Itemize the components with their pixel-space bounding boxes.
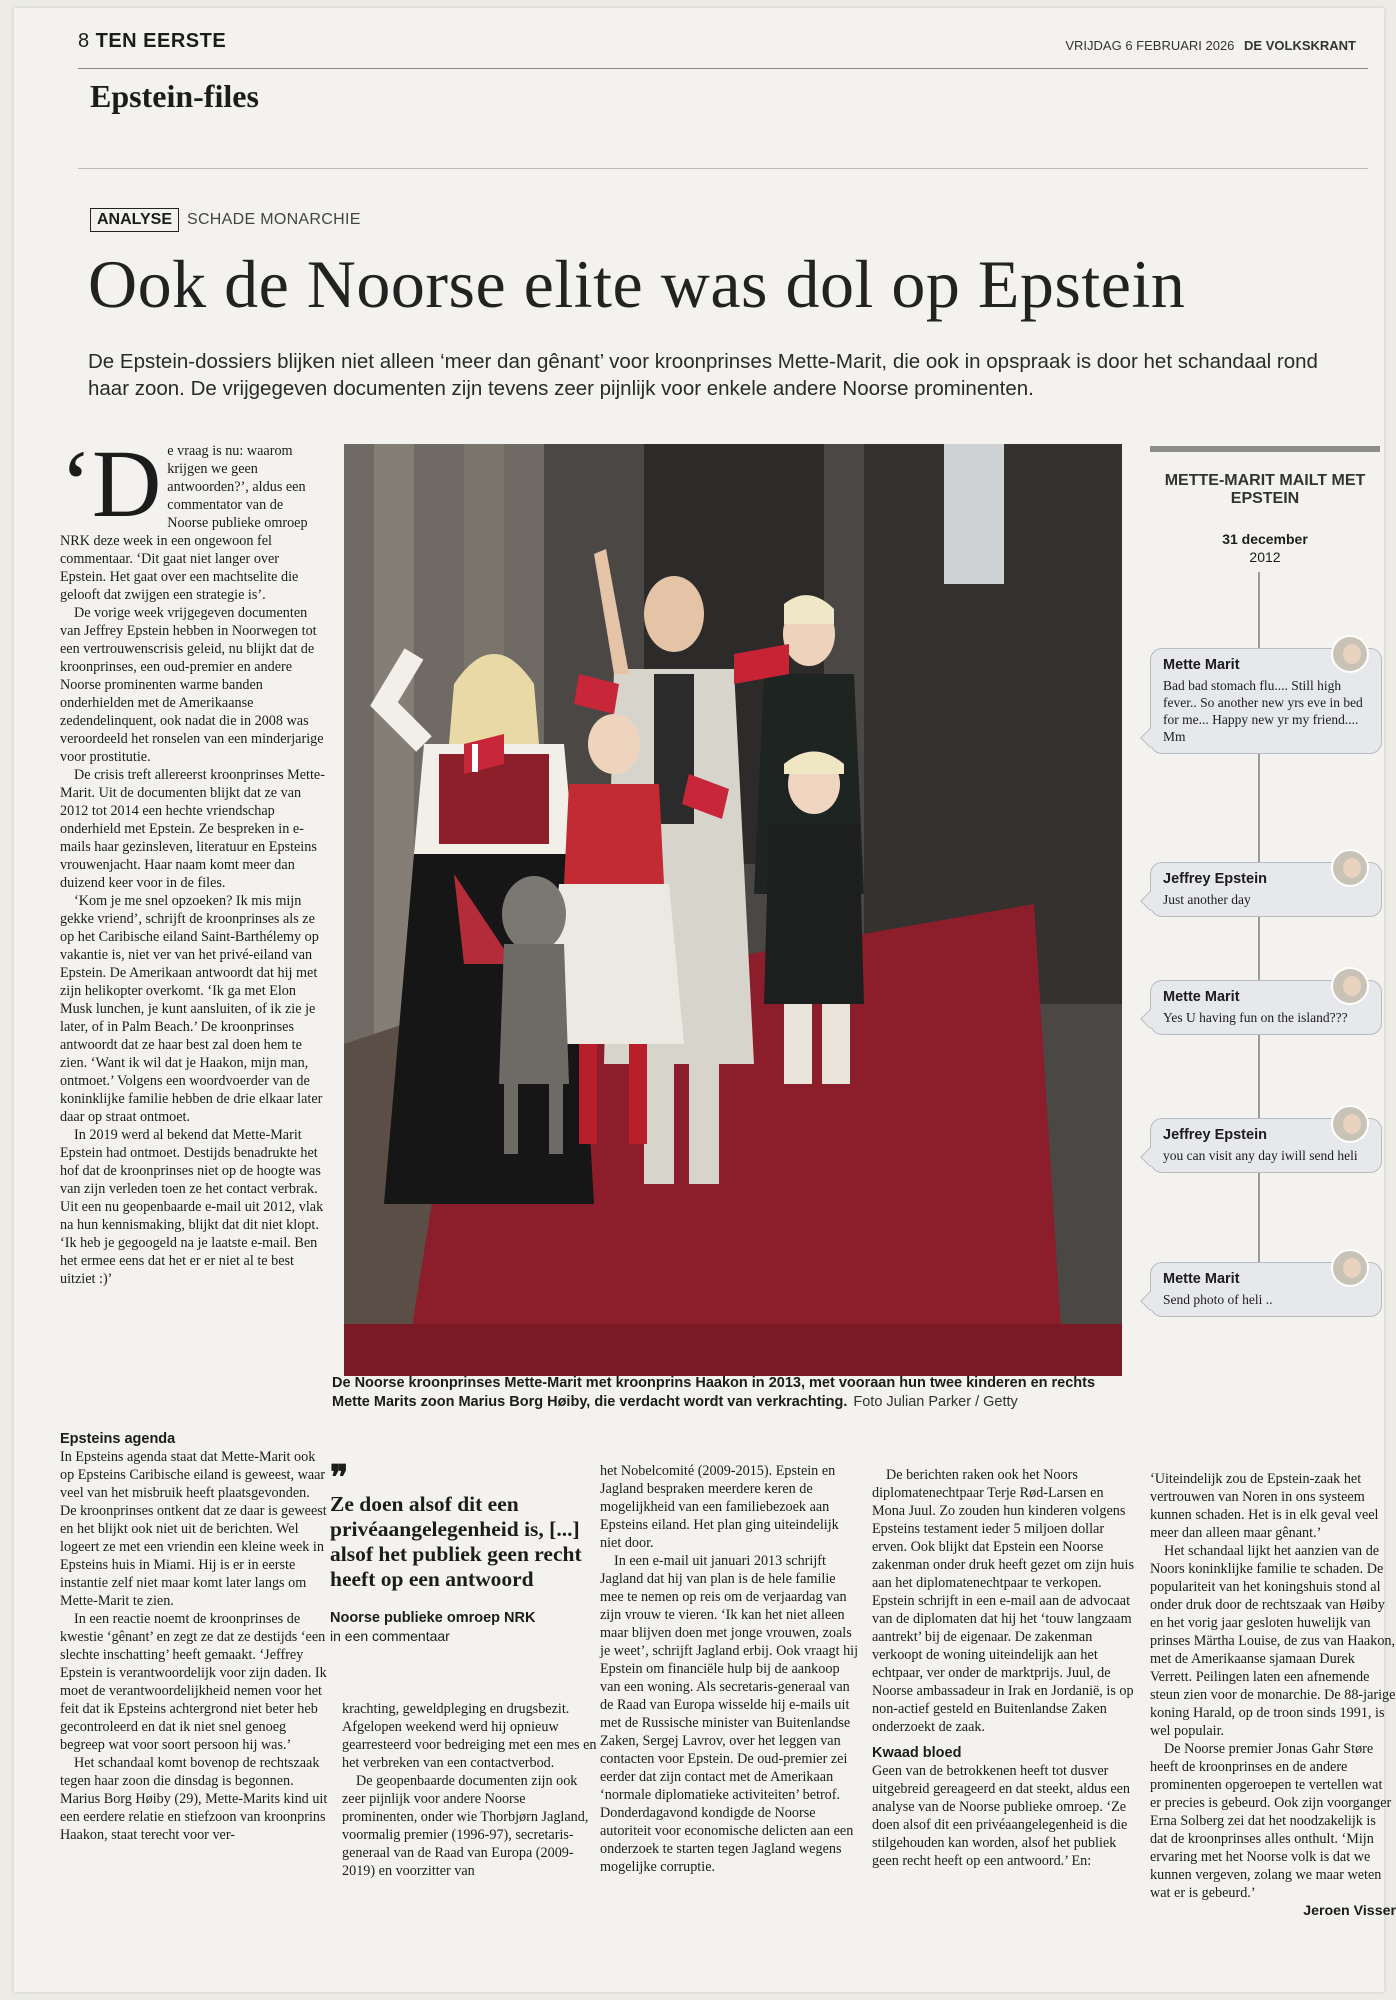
kicker-tag: ANALYSE — [90, 208, 179, 232]
paragraph: Geen van de betrokkenen heeft tot dusver uitgebreid gereageerd en dat steekt, aldus een analyse van de Noorse publieke omroep. ‘Ze doen alsof dit een privéaangelegenheid is die stilgehouden kan worden, alsof het publiek geen recht heeft op een antwoord.’ En: — [872, 1763, 1131, 1869]
message-text: Send photo of heli .. — [1163, 1292, 1273, 1307]
dropcap: ‘D — [60, 430, 162, 537]
avatar — [1331, 967, 1369, 1005]
avatar — [1331, 1105, 1369, 1143]
page-number: 8 — [78, 30, 90, 52]
sidebar-date-year: 2012 — [1249, 549, 1281, 565]
kicker — [90, 208, 361, 232]
sidebar-bar — [1150, 446, 1380, 452]
message-bubble — [1150, 648, 1382, 754]
column-4 — [600, 1462, 862, 1876]
photo-credit: Foto Julian Parker / Getty — [853, 1394, 1018, 1410]
royal-family-photo — [344, 444, 1122, 1376]
paragraph: Het schandaal lijkt het aanzien van de Noors koninklijke familie te schaden. De populariteit van het koningshuis stond al onder druk door de rechtszaak van Høiby en het vorig jaar gesloten huwelijk van prinses Märtha Louise, de zus van Haakon, met de Amerikaanse sjamaan Durek Verrett. Peilingen laten een afnemende steun zien voor de monarchie. De 88-jarige koning Harald, op de troon sinds 1991, is wel populair. — [1150, 1543, 1396, 1739]
sidebar-title: METTE-MARIT MAILT MET EPSTEIN — [1164, 472, 1366, 507]
message-sender: Jeffrey Epstein — [1163, 871, 1267, 887]
intro: De Epstein-dossiers blijken niet alleen ‘meer dan gênant’ voor kroonprinses Mette-Marit, die ook in opspraak is door het schandaal rond haar zoon. De vrijgegeven documenten zijn tevens zeer pijnlijk voor enkele andere Noorse prominenten. — [88, 350, 1318, 400]
column-5 — [872, 1466, 1140, 1870]
kicker-sub: SCHADE MONARCHIE — [186, 211, 361, 228]
quote-mark-icon: ❞ — [330, 1459, 349, 1497]
message-text: Bad bad stomach flu.... Still high fever.. So another new yrs eve in bed for me... Happy new yr my friend.... Mm — [1163, 678, 1363, 744]
headline: Ook de Noorse elite was dol op Epstein — [88, 246, 1186, 322]
column-1 — [60, 430, 326, 1288]
message-bubble — [1150, 980, 1382, 1035]
column-2 — [60, 1428, 328, 1844]
message-sender: Mette Marit — [1163, 657, 1240, 673]
sidebar-date-day: 31 december — [1222, 531, 1308, 547]
issue-date: VRIJDAG 6 FEBRUARI 2026 — [1065, 38, 1235, 53]
section-title: Epstein-files — [90, 78, 259, 114]
paragraph: In een e-mail uit januari 2013 schrijft Jagland dat hij van plan is de hele familie mee te nemen op reis om de verjaardag van zijn vrouw te vieren. ‘Ik kan het niet alleen maar blijven doen met jonge vrouwen, zoals je weet’, schrijft Jagland erbij. Ook vraagt hij Epstein om financiële hulp bij de aankoop van een woning. Als secretaris-generaal van de Raad van Europa wisselde hij e-mails uit met de Russische minister van Buitenlandse Zaken, Sergej Lavrov, over het leggen van contacten voor Epstein. De oud-premier zei eerder dat zijn contact met de Amerikaan ‘normale diplomatieke activiteiten’ betrof. Donderdagavond kondigde de Noorse autoriteit voor economische delicten aan een onderzoek te starten tegen Jagland wegens mogelijke corruptie. — [600, 1553, 859, 1875]
paragraph: De berichten raken ook het Noors diplomatenechtpaar Terje Rød-Larsen en Mona Juul. Zo zouden hun kinderen volgens Epsteins testament ieder 5 miljoen dollar erven. Ook blijkt dat Epstein een Noorse zakenman onder druk heeft gezet om zijn huis aan het diplomatenechtpaar te verkopen. Epstein schrijft in een e-mail aan de advocaat van de diplomaten dat hij het ‘touw langzaam aantrekt’ bij de eigenaar. De zakenman verkoopt de woning uiteindelijk aan het echtpaar, ver onder de marktprijs. Juul, de Noorse ambassadeur in Irak en Jordanië, is op non-actief gesteld en Buitenlandse Zaken onderzoekt de zaak. — [872, 1467, 1134, 1735]
paragraph: e vraag is nu: waarom krijgen we geen antwoorden?’, aldus een commentator van de Noorse publieke omroep NRK deze week in een ongewoon fel commentaar. ‘Dit gaat niet langer over Epstein. Het gaat over een machtselite die gelooft dat zwijgen een strategie is’. — [60, 443, 308, 603]
message-sender: Jeffrey Epstein — [1163, 1127, 1267, 1143]
header-rule — [78, 68, 1368, 69]
paragraph: De Noorse premier Jonas Gahr Støre heeft de kroonprinses en de andere prominenten opgeroepen te vertellen wat er precies is gebeurd. Ook zijn voorganger Erna Solberg zei dat het noodzakelijk is dat de kroonprinses alles onthult. ‘Mijn ervaring met het Noorse volk is dat we kunnen vergeven, zolang we maar weten wat er is gebeurd.’ — [1150, 1741, 1392, 1901]
message-bubble — [1150, 1118, 1382, 1173]
page-header-left — [78, 30, 226, 53]
column-6 — [1150, 1470, 1396, 1920]
paragraph: krachting, geweldpleging en drugsbezit. Afgelopen weekend werd hij opnieuw gearresteerd voor bedreiging met een mes en het verbreken van een contactverbod. — [342, 1701, 597, 1771]
paragraph: De geopenbaarde documenten zijn ook zeer pijnlijk voor andere Noorse prominenten, onder wie Thorbjørn Jagland, voormalig premier (1996-97), secretaris-generaal van de Raad van Europa (2009-2019) en voorzitter van — [342, 1773, 589, 1879]
paragraph: ‘Kom je me snel opzoeken? Ik mis mijn gekke vriend’, schrijft de kroonprinses als ze op het Caribische eiland Saint-Barthélemy op vakantie is, niet ver van het privé-eiland van Epstein. De Amerikaan antwoordt dat hij met zijn helikopter overkomt. ‘Ik ga met Elon Musk lunchen, je kunt aansluiten, of ik zie je later, of in Palm Beach.’ De kroonprinses antwoordt dat ze haar best zal doen hem te zien. ‘Want ik wil dat je Haakon, mijn man, ontmoet.’ Volgens een woordvoerder van de koninklijke familie hebben de drie elkaar later daar op straat ontmoet. — [60, 893, 323, 1125]
pull-quote — [330, 1459, 586, 1644]
message-sender: Mette Marit — [1163, 989, 1240, 1005]
paragraph: In 2019 werd al bekend dat Mette-Marit Epstein had ontmoet. Destijds benadrukte het hof dat de kroonprinses niet op de hoogte was van zijn verleden toen ze het contact verbrak. Uit een nu geopenbaarde e-mail uit 2012, vlak na hun kennismaking, blijkt dat dit niet klopt. ‘Ik heb je gegoogeld na je laatste e-mail. Ben het ermee eens dat het er er niet al te best uitziet :)’ — [60, 1127, 324, 1287]
paragraph: Het schandaal komt bovenop de rechtszaak tegen haar zoon die dinsdag is begonnen. Marius Borg Høiby (29), Mette-Marits kind uit een eerdere relatie en stiefzoon van kroonprins Haakon, staat terecht voor ver- — [60, 1755, 328, 1843]
photo-caption — [332, 1374, 1132, 1412]
message-bubble — [1150, 862, 1382, 917]
column-3 — [342, 1700, 604, 1880]
subheading: Kwaad bloed — [872, 1745, 962, 1761]
paragraph: De vorige week vrijgegeven documenten van Jeffrey Epstein hebben in Noorwegen tot een vertrouwenscrisis geleid, nu blijkt dat de kroonprinses, een oud-premier en andere Noorse prominenten warme banden onderhielden met de Amerikaanse zedendelinquent, ook nadat die in 2008 was veroordeeld het ronselen van een minderjarige voor prostitutie. — [60, 605, 324, 765]
avatar — [1331, 1249, 1369, 1287]
paragraph: het Nobelcomité (2009-2015). Epstein en Jagland bespraken meerdere keren de mogelijkheid van een familiebezoek aan Epsteins eiland. Het plan ging uiteindelijk niet door. — [600, 1463, 839, 1551]
sidebar-date — [1150, 530, 1380, 566]
section-label: TEN EERSTE — [95, 30, 227, 52]
paper-name: DE VOLKSKRANT — [1244, 38, 1356, 53]
message-sender: Mette Marit — [1163, 1271, 1240, 1287]
paragraph: In Epsteins agenda staat dat Mette-Marit ook op Epsteins Caribische eiland is geweest, waar veel van het misbruik heeft plaatsgevonden. De kroonprinses ontkent dat ze daar is geweest en het blijkt ook niet uit de berichten. Wel logeert ze met een vriendin een kleine week in Epsteins huis in Miami. Hij is er in eerste instantie zelf niet maar komt later langs om Mette-Marit te zien. — [60, 1449, 327, 1609]
message-text: Just another day — [1163, 892, 1251, 907]
avatar — [1331, 849, 1369, 887]
subheading: Epsteins agenda — [60, 1431, 176, 1447]
message-bubble — [1150, 1262, 1382, 1317]
paragraph: In een reactie noemt de kroonprinses de kwestie ‘gênant’ en zegt ze dat ze destijds ‘een slechte inschatting’ heeft gemaakt. ‘Jeffrey Epstein is verantwoordelijk voor zijn daden. Ik moet de verantwoordelijkheid nemen voor het feit dat ik Epsteins achtergrond niet beter heb gecontroleerd en dat ik niet snel genoeg begreep wat voor soort persoon hij was.’ — [60, 1611, 327, 1753]
message-text: you can visit any day iwill send heli — [1163, 1148, 1358, 1163]
caption-text: De Noorse kroonprinses Mette-Marit met kroonprins Haakon in 2013, met vooraan hun twee kinderen en rechts Mette Marits zoon Marius Borg Høiby, die verdacht wordt van verkrachting. — [332, 1375, 1096, 1410]
photo-illustration — [344, 444, 1122, 1376]
quote-source: Noorse publieke omroep NRK — [330, 1610, 536, 1626]
paragraph: De crisis treft allereerst kroonprinses Mette-Marit. Uit de documenten blijkt dat ze van 2012 tot 2014 een hechte vriendschap onderhield met Epstein. Ze bespreken in e-mails haar gezinsleven, literatuur en Epsteins vrouwenjacht. Haar naam komt meer dan duizend keer voor in de files. — [60, 767, 325, 891]
section-rule — [78, 168, 1368, 169]
message-text: Yes U having fun on the island??? — [1163, 1010, 1348, 1025]
quote-text: Ze doen alsof dit een privéaangelegenheid is, [...] alsof het publiek geen recht heeft op een antwoord — [330, 1492, 582, 1591]
paragraph: ‘Uiteindelijk zou de Epstein-zaak het vertrouwen van Noren in ons systeem kunnen schaden. Het is in elk geval veel meer dan alleen maar gênant.’ — [1150, 1471, 1379, 1541]
avatar — [1331, 635, 1369, 673]
page-header-right — [1065, 38, 1356, 53]
byline: Jeroen Visser — [1303, 1903, 1396, 1919]
quote-source-sub: in een commentaar — [330, 1628, 450, 1644]
